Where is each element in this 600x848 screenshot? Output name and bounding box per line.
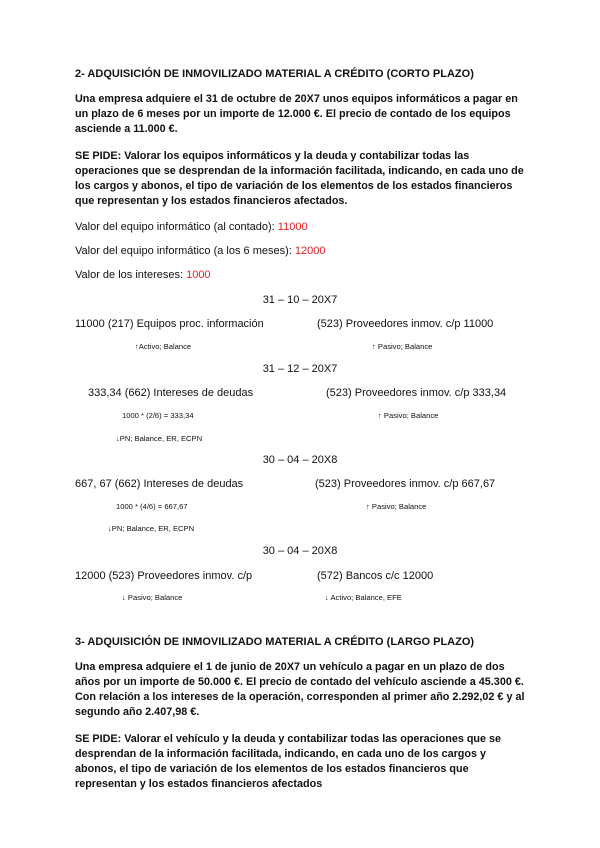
entry-debit: 11000 (217) Equipos proc. información: [75, 318, 264, 330]
value-label: Valor del equipo informático (al contado):: [75, 221, 278, 233]
section3-intro: Una empresa adquiere el 1 de junio de 20X7 un vehículo a pagar en un plazo de dos años por un importe de 50.000 €. El precio de contado del vehículo asciende a 45.300 €. Con relación a los intereses de la operación, corresponden al primer año 2.292,02 € y al segundo año 2.407,98 €.: [75, 661, 525, 718]
entry-debit: 667, 67 (662) Intereses de deudas: [75, 478, 244, 490]
entry-credit: (523) Proveedores inmov. c/p 333,34: [326, 387, 507, 399]
value-line-cash: [75, 221, 308, 233]
entry-date: 30 – 04 – 20X8: [262, 454, 338, 466]
value-label: Valor del equipo informático (a los 6 meses):: [75, 245, 295, 257]
section2-intro: Una empresa adquiere el 31 de octubre de 20X7 unos equipos informáticos a pagar en un plazo de 6 meses por un importe de 12.000 €. El precio de contado de los equipos asciende a 11.000 €.: [75, 93, 518, 135]
value-amount: 12000: [294, 245, 326, 257]
value-line-interest: [75, 269, 211, 281]
entry-debit-note: ↓PN; Balance, ER, ECPN: [116, 434, 203, 443]
entry-debit-note: ↓PN; Balance, ER, ECPN: [108, 524, 195, 533]
entry-credit-note: ↑ Pasivo; Balance: [372, 342, 433, 351]
entry-date: 31 – 10 – 20X7: [262, 294, 338, 306]
value-line-credit: [75, 245, 326, 257]
value-label: Valor de los intereses:: [75, 269, 187, 281]
entry-debit-note: ↓ Pasivo; Balance: [122, 593, 183, 602]
section2-title: 2- ADQUISICIÓN DE INMOVILIZADO MATERIAL A CRÉDITO (CORTO PLAZO): [75, 68, 474, 80]
value-amount: 1000: [186, 269, 211, 281]
entry-credit: (523) Proveedores inmov. c/p 667,67: [315, 478, 496, 490]
section3-se-pide: SE PIDE: Valorar el vehículo y la deuda y contabilizar todas las operaciones que se desprendan de la información facilitada, indicando, en cada uno de los cargos y abonos, el tipo de variación de los elementos de los estados financieros que representan y los estados financieros afectados: [75, 733, 502, 790]
entry-credit-note: ↓ Activo; Balance, EFE: [325, 593, 402, 602]
value-amount: 11000: [277, 221, 308, 233]
section3-title: 3- ADQUISICIÓN DE INMOVILIZADO MATERIAL A CRÉDITO (LARGO PLAZO): [75, 636, 475, 648]
entry-credit: (523) Proveedores inmov. c/p 11000: [317, 318, 494, 330]
entry-debit: 12000 (523) Proveedores inmov. c/p: [75, 570, 253, 582]
entry-credit: (572) Bancos c/c 12000: [317, 570, 434, 582]
entry-calculation: 1000 * (2/6) = 333,34: [122, 411, 194, 420]
entry-date: 31 – 12 – 20X7: [262, 363, 338, 375]
entry-credit-note: ↑ Pasivo; Balance: [366, 502, 427, 511]
entry-date: 30 – 04 – 20X8: [262, 545, 338, 557]
entry-debit-note: ↑Activo; Balance: [135, 342, 192, 351]
section2-se-pide: SE PIDE: Valorar los equipos informáticos y la deuda y contabilizar todas las operaciones que se desprendan de la información facilitada, indicando, en cada uno de los cargos y abonos, el tipo de variación de los elementos de los estados financieros que representan y los estados financieros afectados.: [75, 150, 524, 207]
entry-calculation: 1000 * (4/6) = 667,67: [116, 502, 188, 511]
entry-credit-note: ↑ Pasivo; Balance: [378, 411, 439, 420]
entry-debit: 333,34 (662) Intereses de deudas: [88, 387, 254, 399]
